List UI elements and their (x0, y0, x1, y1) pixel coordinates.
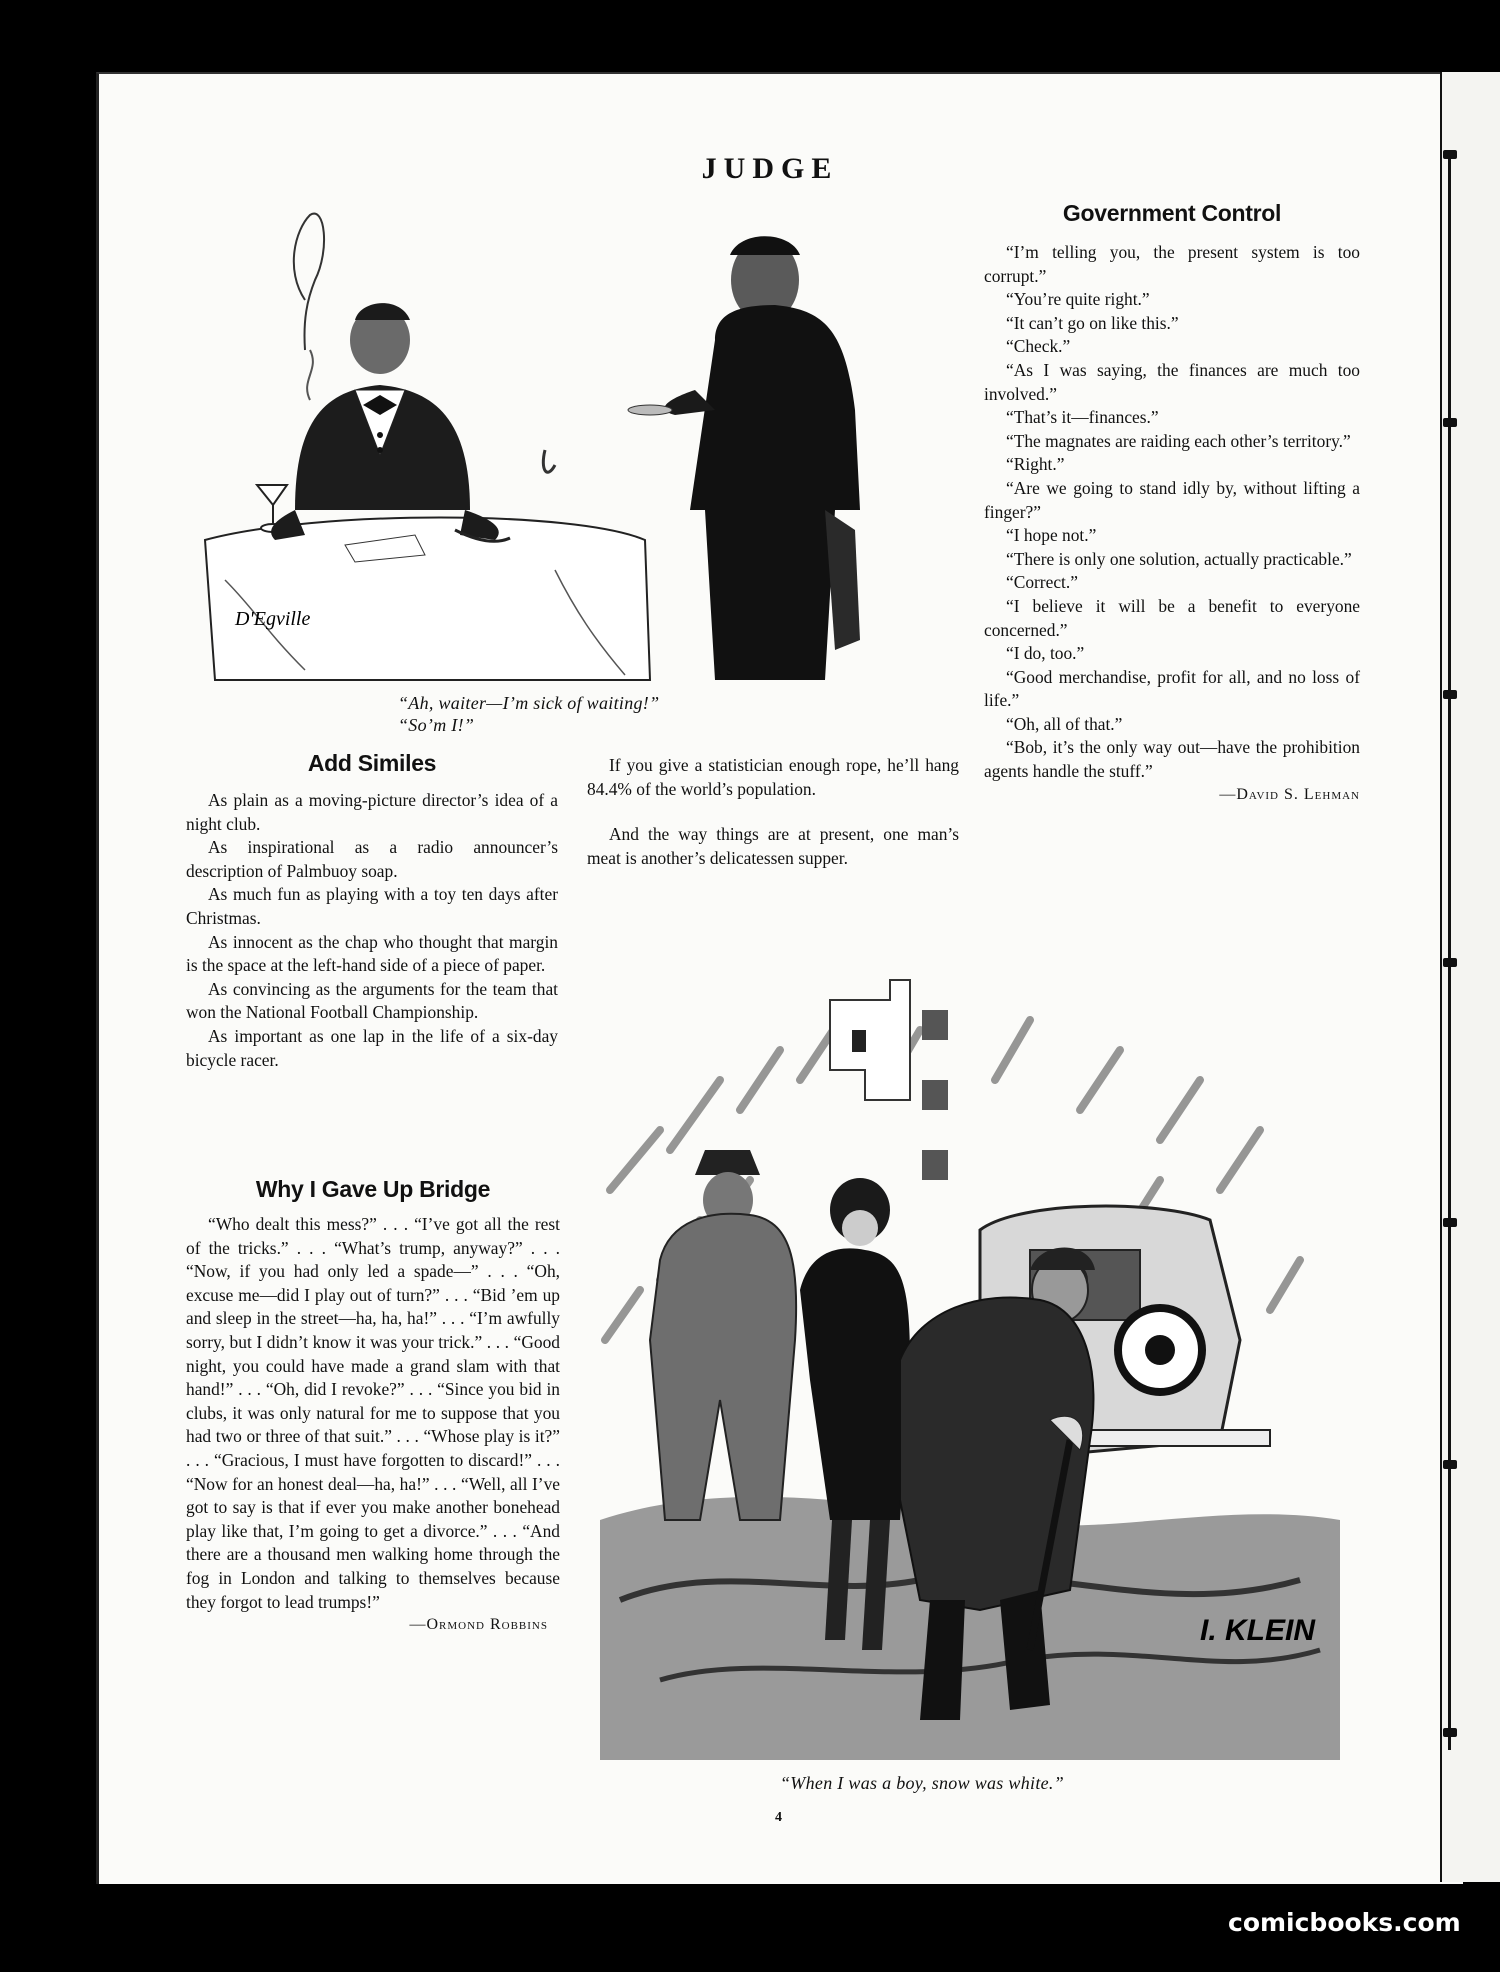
dialogue-line: “You’re quite right.” (1006, 289, 1150, 310)
dialogue-line: “I do, too.” (1006, 643, 1085, 664)
dialogue-line: “Check.” (1006, 336, 1071, 357)
dialogue-line: “Oh, all of that.” (1006, 713, 1123, 734)
staple-mark (1443, 1728, 1457, 1737)
site-watermark: comicbooks.com (1228, 1908, 1461, 1937)
article-title: Add Similes (307, 750, 437, 776)
simile: As plain as a moving-picture director’s idea of a night club. (186, 790, 558, 834)
dialogue-line: “I believe it will be a benefit to everyone concerned.” (984, 595, 1360, 640)
cartoon-caption: “When I was a boy, snow was white.” (780, 1773, 1065, 1793)
dialogue-line: “I hope not.” (1006, 525, 1097, 546)
bridge-article (186, 1176, 560, 1634)
meat-quip: And the way things are at present, one man’s meat is another’s delicatessen supper. (587, 824, 959, 868)
dialogue-line: “I’m telling you, the present system is too corrupt.” (984, 242, 1360, 286)
article-body: “Who dealt this mess?” . . . “I’ve got all the rest of the tricks.” . . . “What’s trump, anyway?” . . . “Now, if you had only led a spade—” . . . “Oh, excuse me—did I play out of turn?” . . . “Bid ’em up and sleep in the street—ha, ha, ha!” . . . “I’m awfully sorry, but I didn’t know it was your trick.” . . . “Good night, you could have made a grand slam with that hand!” . . . “Oh, did I revoke?” . . . “Since you bid in clubs, it was only natural for me to suppose that you had two or three of that suit.” . . . “Whose play is it?” . . . “Gracious, I must have forgotten to discard!” . . . “Now for an honest deal—ha, ha!” . . . “Well, all I’ve got to say is that if ever you make another bonehead play like that, I’m going to get a divorce.” . . . “And there are a thousand men walking home through the fog in London and talking to themselves because they forgot to lead trumps!” (186, 1214, 560, 1612)
binding-spine (1448, 150, 1451, 1750)
article-title: Government Control (1062, 200, 1282, 226)
dialogue-line: “Good merchandise, profit for all, and no loss of life.” (984, 666, 1360, 711)
author-byline: —Ormond Robbins (409, 1616, 548, 1634)
simile: As convincing as the arguments for the team that won the National Football Championship. (186, 978, 558, 1023)
author-byline: —David S. Lehman (1219, 785, 1360, 803)
dialogue-line: “The magnates are raiding each other’s territory.” (1006, 430, 1351, 451)
dialogue-line: “Bob, it’s the only way out—have the prohibition agents handle the stuff.” (984, 737, 1360, 782)
staple-mark (1443, 958, 1457, 967)
staple-mark (1443, 150, 1457, 159)
snow-street-cartoon (600, 960, 1340, 1760)
artist-signature: I. KLEIN (1200, 1614, 1316, 1647)
simile: As innocent as the chap who thought that margin is the space at the left-hand side of a piece of paper. (186, 931, 558, 976)
dialogue-line: “That’s it—finances.” (1006, 407, 1159, 428)
simile: As important as one lap in the life of a six-day bicycle racer. (186, 1025, 558, 1070)
staple-mark (1443, 418, 1457, 427)
cartoon-caption-line-2: “So’m I!” (398, 715, 475, 735)
page-number: 4 (775, 1810, 782, 1825)
magazine-title: JUDGE (701, 152, 839, 185)
staple-mark (1443, 1218, 1457, 1227)
staple-mark (1443, 690, 1457, 699)
dialogue-line: “There is only one solution, actually practicable.” (1006, 548, 1352, 569)
simile: As inspirational as a radio announcer’s description of Palmbuoy soap. (186, 837, 558, 881)
dialogue-line: “Right.” (1006, 454, 1065, 475)
article-title: Why I Gave Up Bridge (255, 1176, 491, 1202)
dialogue-line: “Correct.” (1006, 572, 1078, 593)
dialogue-line: “As I was saying, the finances are much too involved.” (984, 359, 1360, 404)
short-items (587, 754, 959, 870)
artist-signature: D'Egville (235, 608, 311, 630)
government-control-article (984, 200, 1360, 804)
waiter-cartoon (195, 210, 955, 690)
add-similes-article (186, 750, 558, 1072)
simile: As much fun as playing with a toy ten days after Christmas. (186, 884, 558, 928)
cartoon-caption-line-1: “Ah, waiter—I’m sick of waiting!” (398, 693, 660, 713)
statistician-quip: If you give a statistician enough rope, he’ll hang 84.4% of the world’s population. (587, 755, 959, 799)
dialogue-line: “Are we going to stand idly by, without lifting a finger?” (984, 477, 1360, 522)
staple-mark (1443, 1460, 1457, 1469)
dialogue-line: “It can’t go on like this.” (1006, 312, 1179, 333)
